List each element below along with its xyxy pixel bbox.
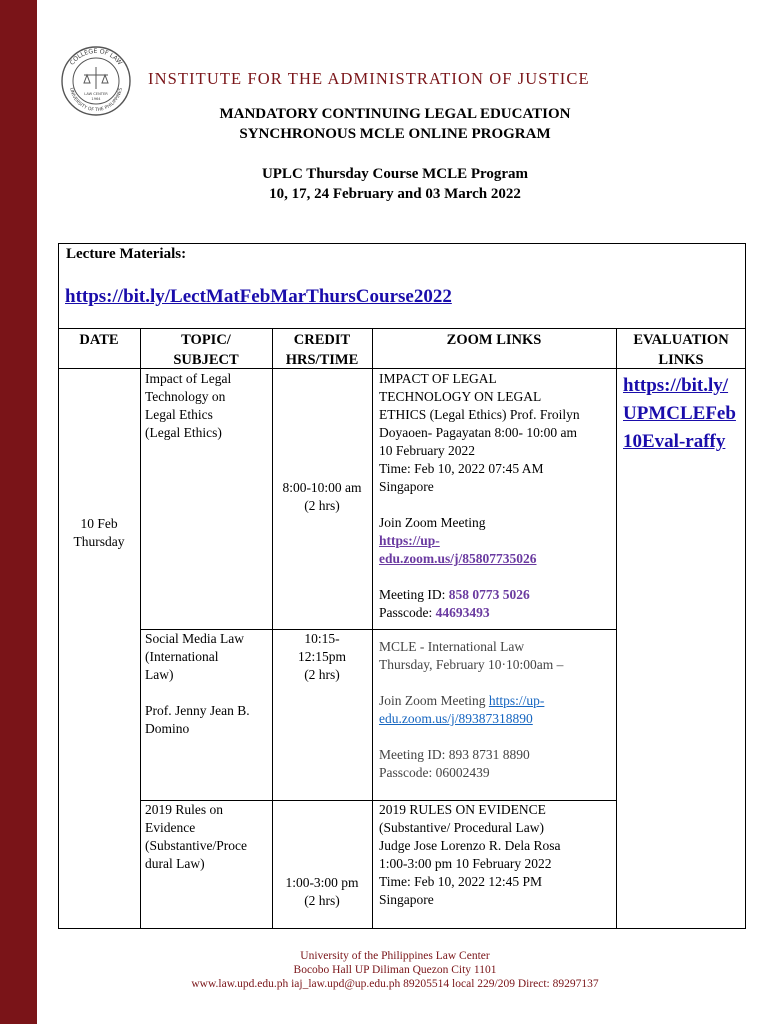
professor-line: Prof. Jenny Jean B. xyxy=(145,703,250,718)
zoom-line: Thursday, February 10·10:00am – xyxy=(379,657,564,672)
meeting-id-label: Meeting ID: xyxy=(379,587,449,602)
meeting-id-value: 858 0773 5026 xyxy=(448,587,530,602)
date-day: 10 Feb xyxy=(80,516,118,531)
row3-topic xyxy=(145,801,270,873)
lecture-materials-label: Lecture Materials: xyxy=(66,246,187,262)
zoom-line: ETHICS (Legal Ethics) Prof. Froilyn xyxy=(379,407,580,422)
hrs-line: (2 hrs) xyxy=(304,667,340,682)
svg-text:1964: 1964 xyxy=(91,97,101,101)
zoom-line: MCLE - International Law xyxy=(379,639,525,654)
row1-zoom-link-part1[interactable]: https://up- xyxy=(379,533,440,548)
footer-line2: Bocobo Hall UP Diliman Quezon City 1101 xyxy=(293,964,497,976)
row1-zoom-link-part2[interactable]: edu.zoom.us/j/85807735026 xyxy=(379,551,537,566)
zoom-line: Time: Feb 10, 2022 12:45 PM xyxy=(379,874,543,889)
svg-text:LAW CENTER: LAW CENTER xyxy=(84,92,108,96)
topic-line: Legal Ethics xyxy=(145,407,213,422)
topic-line: Law) xyxy=(145,667,174,682)
svg-text:COLLEGE OF LAW: COLLEGE OF LAW xyxy=(68,47,124,67)
header-eval-line1: EVALUATION xyxy=(633,332,729,348)
topic-line: dural Law) xyxy=(145,856,205,871)
time-line: 10:15- xyxy=(304,631,340,646)
topic-line: 2019 Rules on xyxy=(145,802,224,817)
header-topic-line1: TOPIC/ xyxy=(181,332,231,348)
date-weekday: Thursday xyxy=(73,534,125,549)
zoom-line: Singapore xyxy=(379,479,434,494)
topic-line: (Legal Ethics) xyxy=(145,425,222,440)
header-topic-line2: SUBJECT xyxy=(173,352,239,368)
row2-zoom-info xyxy=(379,638,615,782)
zoom-line: Singapore xyxy=(379,892,434,907)
row3-zoom-info xyxy=(379,801,615,909)
topic-line: (Substantive/Proce xyxy=(145,838,247,853)
row1-time: 8:00-10:00 am xyxy=(282,480,362,495)
topic-line: Social Media Law xyxy=(145,631,244,646)
join-zoom-label: Join Zoom Meeting xyxy=(379,515,486,530)
meeting-id: Meeting ID: 893 8731 8890 xyxy=(379,747,530,762)
header-zoom: ZOOM LINKS xyxy=(446,332,542,348)
svg-text:UNIVERSITY OF THE PHILIPPINES: UNIVERSITY OF THE PHILIPPINES xyxy=(68,87,124,114)
passcode: Passcode: 06002439 xyxy=(379,765,490,780)
row1-zoom-info xyxy=(379,370,615,622)
row1-hrs: (2 hrs) xyxy=(304,498,340,513)
header-date: DATE xyxy=(79,332,119,348)
topic-line: Technology on xyxy=(145,389,226,404)
table-line xyxy=(616,328,617,929)
evaluation-link[interactable]: https://bit.ly/UPMCLEFeb10Eval-raffy xyxy=(623,375,736,452)
zoom-line: (Substantive/ Procedural Law) xyxy=(379,820,544,835)
row2-zoom-link-part1[interactable]: https://up- xyxy=(488,693,545,708)
heading-mcle: MANDATORY CONTINUING LEGAL EDUCATION xyxy=(219,106,571,122)
passcode-label: Passcode: xyxy=(379,605,436,620)
zoom-line: Doyaoen- Pagayatan 8:00- 10:00 am xyxy=(379,425,577,440)
row2-topic xyxy=(145,630,270,738)
topic-line: Impact of Legal xyxy=(145,371,232,386)
zoom-line: IMPACT OF LEGAL xyxy=(379,371,497,386)
professor-line: Domino xyxy=(145,721,190,736)
topic-line: Evidence xyxy=(145,820,196,835)
institute-title: INSTITUTE FOR THE ADMINISTRATION OF JUSTICE xyxy=(148,69,590,88)
row3-time: 1:00-3:00 pm xyxy=(285,875,359,890)
footer-line1: University of the Philippines Law Center xyxy=(300,950,490,962)
left-sidebar-band xyxy=(0,0,37,1024)
zoom-line: 2019 RULES ON EVIDENCE xyxy=(379,802,546,817)
join-zoom-label: Join Zoom Meeting xyxy=(379,693,489,708)
row3-hrs: (2 hrs) xyxy=(304,893,340,908)
zoom-line: 1:00-3:00 pm 10 February 2022 xyxy=(379,856,552,871)
heading-synchronous: SYNCHRONOUS MCLE ONLINE PROGRAM xyxy=(239,126,551,142)
time-line: 12:15pm xyxy=(297,649,346,664)
row2-time xyxy=(272,630,372,684)
footer-line3: www.law.upd.edu.ph iaj_law.upd@up.edu.ph 89205514 local 229/209 Direct: 89297137 xyxy=(191,978,599,990)
heading-dates: 10, 17, 24 February and 03 March 2022 xyxy=(269,186,521,202)
heading-program: UPLC Thursday Course MCLE Program xyxy=(261,166,529,182)
row1-topic xyxy=(145,370,270,442)
header-credit-line2: HRS/TIME xyxy=(285,352,359,368)
table-line xyxy=(58,328,746,329)
zoom-line: 10 February 2022 xyxy=(379,443,475,458)
lecture-materials-link[interactable]: https://bit.ly/LectMatFebMarThursCourse2022 xyxy=(65,286,452,307)
zoom-line: TECHNOLOGY ON LEGAL xyxy=(379,389,542,404)
header-eval-line2: LINKS xyxy=(658,352,704,368)
passcode-value: 44693493 xyxy=(435,605,490,620)
topic-line: (International xyxy=(145,649,219,664)
row2-zoom-link-part2[interactable]: edu.zoom.us/j/89387318890 xyxy=(379,711,533,726)
zoom-line: Judge Jose Lorenzo R. Dela Rosa xyxy=(379,838,561,853)
header-credit-line1: CREDIT xyxy=(293,332,351,348)
zoom-line: Time: Feb 10, 2022 07:45 AM xyxy=(379,461,544,476)
